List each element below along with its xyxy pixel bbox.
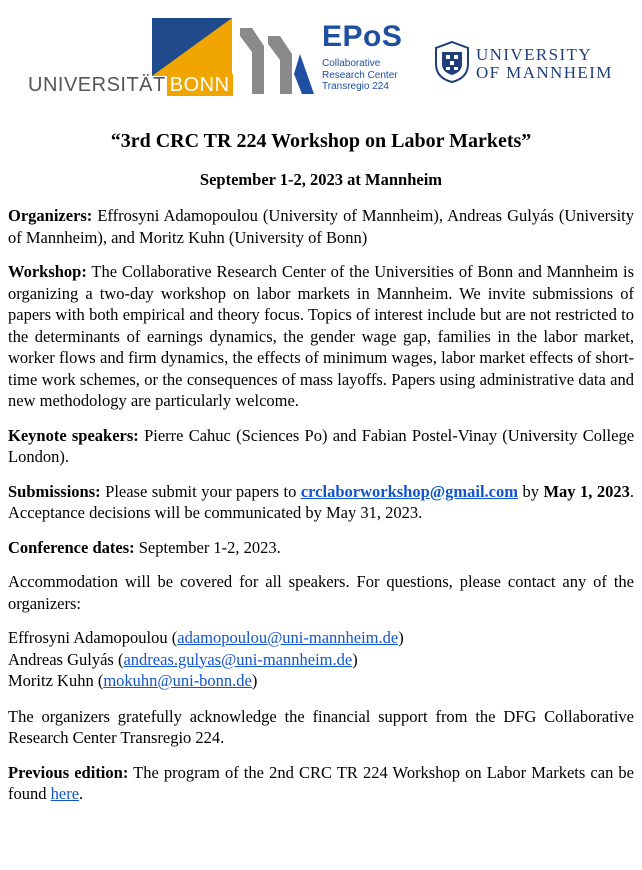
contact-email-link[interactable]: mokuhn@uni-bonn.de — [103, 671, 252, 690]
epos-subtitle-line: Research Center — [322, 69, 398, 81]
mannheim-wordmark — [476, 46, 613, 82]
contact-item: Effrosyni Adamopoulou (adamopoulou@uni-mannheim.de) — [8, 628, 404, 647]
epos-subtitle — [322, 58, 398, 93]
bonn-wordmark-part1: UNIVERSITÄT — [28, 74, 166, 96]
epos-mark-icon — [238, 22, 318, 98]
keynote-paragraph — [8, 425, 634, 468]
epos-subtitle-line: Transregio 224 — [322, 81, 389, 92]
conference-dates-paragraph — [8, 537, 634, 559]
page-title: “3rd CRC TR 224 Workshop on Labor Markets” — [110, 130, 532, 152]
conference-dates-label: Conference dates: — [8, 537, 135, 557]
previous-edition-link[interactable]: here — [50, 784, 80, 803]
contact-list — [8, 627, 634, 692]
workshop-label: Workshop: — [8, 262, 87, 281]
contact-email-link[interactable]: adamopoulou@uni-mannheim.de — [177, 628, 399, 647]
organizers-label: Organizers: — [8, 206, 93, 225]
epos-subtitle-line: Collaborative — [322, 58, 381, 69]
accommodation-paragraph: Accommodation will be covered for all speakers. For questions, please contact any of the organizers: — [8, 572, 634, 613]
organizers-text: Effrosyni Adamopoulou (University of Mannheim), Andreas Gulyás (University of Mannheim), and Moritz Kuhn (University of Bonn) — [8, 206, 634, 247]
conference-dates-text: September 1-2, 2023. — [138, 537, 281, 557]
previous-edition-paragraph — [8, 762, 634, 805]
bonn-wordmark-part2: BONN — [167, 74, 233, 96]
acknowledgement-paragraph: The organizers gratefully acknowledge the financial support from the DFG Collaborative Research Center Transregio 224. — [8, 706, 634, 747]
previous-edition-label: Previous edition: — [8, 762, 129, 782]
submissions-acceptance-text: . Acceptance decisions will be communicated by May 31, 2023. — [8, 481, 635, 522]
contact-item: Moritz Kuhn (mokuhn@uni-bonn.de) — [8, 671, 258, 690]
submissions-by: by — [522, 481, 539, 501]
contact-email-link[interactable]: andreas.gulyas@uni-mannheim.de — [123, 649, 353, 669]
keynote-text: Pierre Cahuc (Sciences Po) and Fabian Postel-Vinay (University College London). — [8, 425, 635, 466]
submissions-text: Please submit your papers to — [105, 481, 297, 501]
announcement-body — [8, 128, 634, 818]
previous-edition-end: . — [79, 784, 84, 803]
bonn-wordmark — [28, 74, 233, 97]
epos-title: EPoS — [322, 20, 403, 53]
keynote-label: Keynote speakers: — [8, 425, 139, 445]
workshop-text: The Collaborative Research Center of the Universities of Bonn and Mannheim is organizing a two-day workshop on labor markets in Mannheim. We invite submissions of papers with both empirical and theory focus. Topics of interest include but are not restricted to the determinants of earnings dynamics, the gender wage gap, families in the labor market, worker flows and firm dynamics, the effects of minimum wages, labor market effects of short-time work schemes, or the consequences of mass layoffs. Papers using administrative data and new methodology are particularly welcome. — [8, 262, 634, 410]
submission-deadline: May 1, 2023 — [543, 481, 630, 501]
mannheim-wordmark-line: OF MANNHEIM — [476, 63, 613, 82]
event-date-location: September 1-2, 2023 at Mannheim — [199, 170, 443, 189]
previous-edition-text: The program of the 2nd CRC TR 224 Workshop on Labor Markets can be found — [8, 762, 635, 803]
submissions-paragraph — [8, 481, 634, 524]
mannheim-crest-icon — [432, 40, 472, 84]
contact-item: Andreas Gulyás (andreas.gulyas@uni-mannheim.de) — [8, 649, 358, 669]
contact-name: Moritz Kuhn — [8, 671, 94, 690]
organizers-paragraph — [8, 205, 634, 248]
submissions-label: Submissions: — [8, 481, 101, 501]
mannheim-wordmark-line: UNIVERSITY — [476, 45, 592, 64]
logo-header — [0, 0, 642, 120]
submission-email-link[interactable]: crclaborworkshop@gmail.com — [300, 481, 518, 501]
workshop-paragraph — [8, 261, 634, 412]
contact-name: Andreas Gulyás — [8, 649, 114, 669]
contact-name: Effrosyni Adamopoulou — [8, 628, 168, 647]
